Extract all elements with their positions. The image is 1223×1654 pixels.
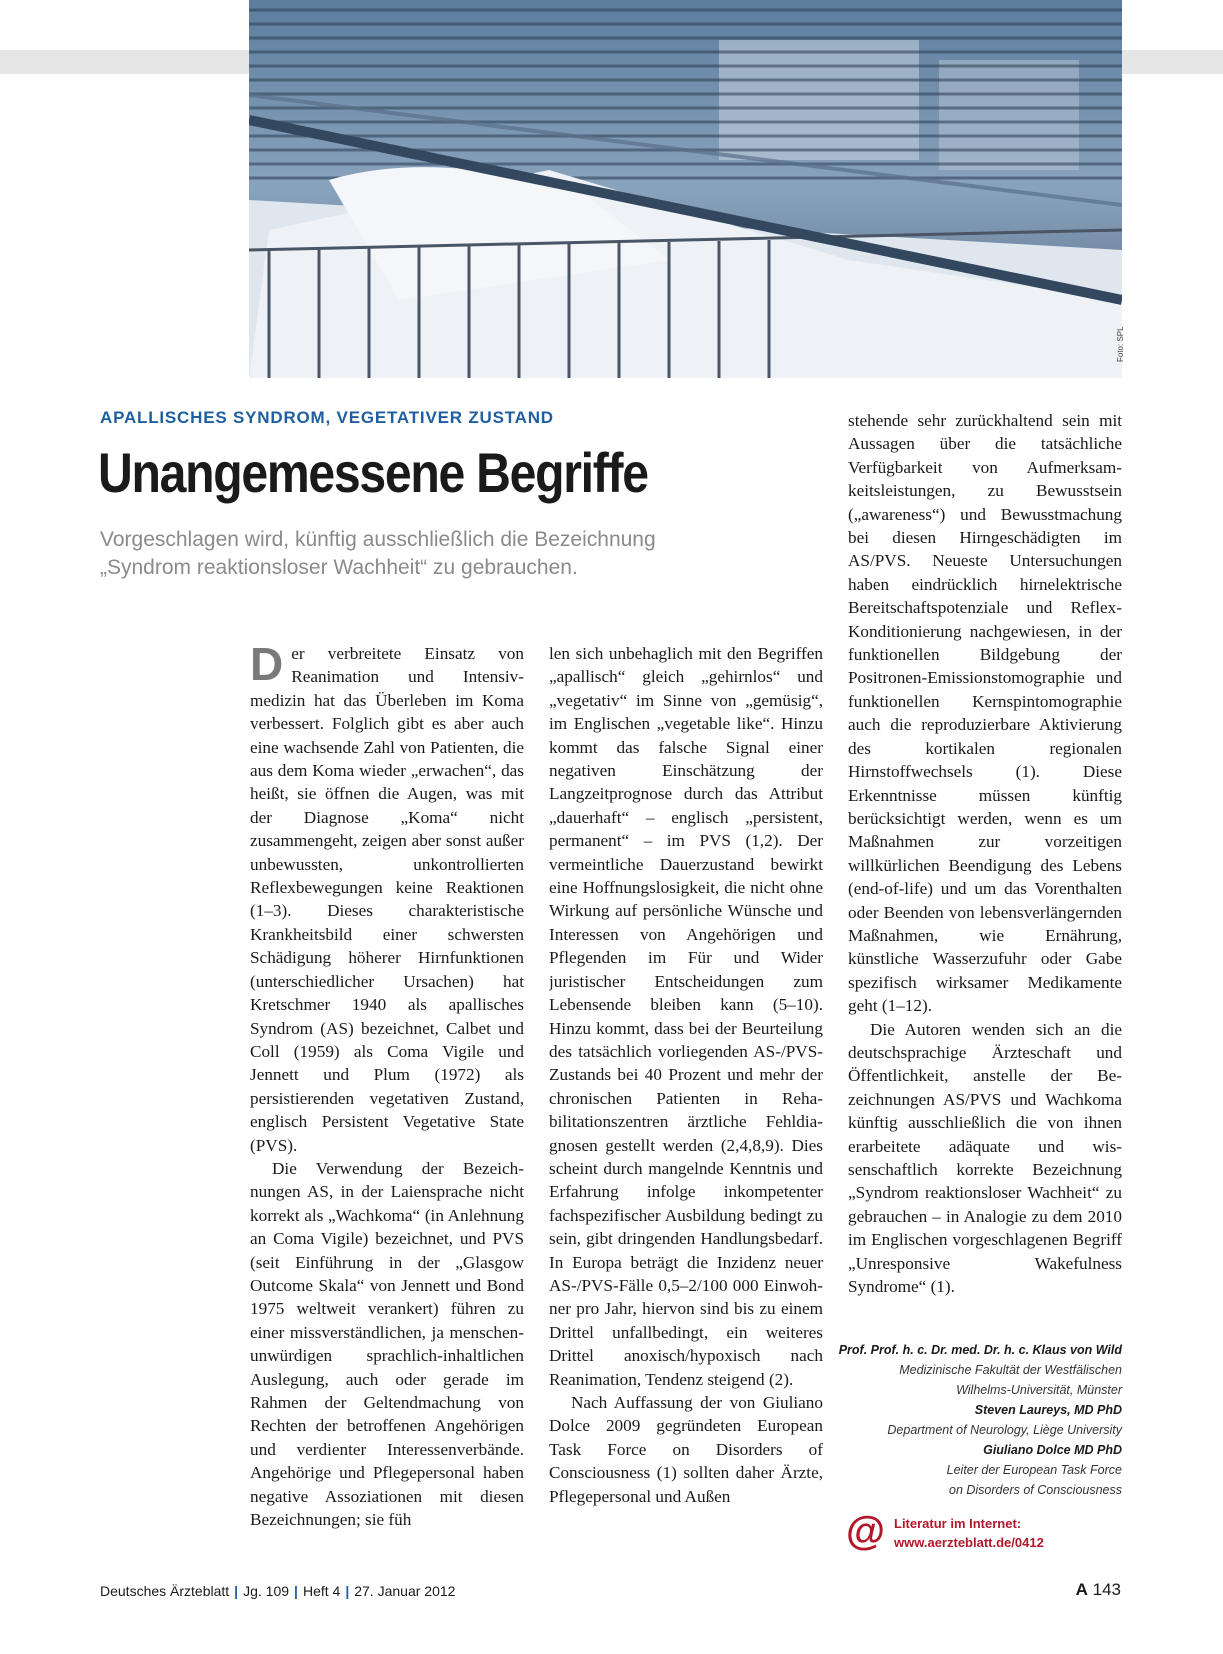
author-affiliation: Department of Neurology, Liège University	[887, 1423, 1122, 1437]
article-title: Unangemessene Begriffe	[98, 441, 648, 504]
article-subtitle: Vorgeschlagen wird, künftig ausschließlich die Bezeichnung „Syndrom reaktionsloser Wachheit“ zu gebrauchen.	[100, 528, 656, 579]
article-kicker: APALLISCHES SYNDROM, VEGETATIVER ZUSTAND	[100, 408, 554, 427]
paragraph: len sich unbehaglich mit den Begriffen „apallisch“ gleich „gehirnlos“ und „vegetativ“ im Sinne von „gemüsig“, im Englischen „vegetable like“. Hinzu kommt das falsche Signal einer negativen Einschätzung der Langzeitprognose durch das Attribut „dauerhaft“ – englisch „persistent, permanent“ – im PVS (1,2). Der vermeintliche Dauerzustand bewirkt eine Hoffnungslosigkeit, die nicht ohne Wirkung auf persönliche Wünsche und Interessen von Angehörigen und Pflegenden im Für und Wider juristischer Entscheidungen zum Lebensende bleiben kann (5–10). Hinzu kommt, dass bei der Beurteilung des tatsächlich vorliegenden AS-/PVS-Zustands bei 40 Prozent und mehr der chronischen Patienten in Rehabilitationszentren ärztliche Fehldiagnosen gestellt werden (2,4,8,9). Dies scheint durch mangelnde Kenntnis und Erfahrung infolge inkompetenter fachspezifischer Ausbildung bedingt zu sein, gibt dringenden Handlungsbedarf. In Europa beträgt die Inzidenz neuer AS-/PVS-Fälle 0,5–2/100 000 Einwohner pro Jahr, hiervon sind bis zu einem Drittel unfallbedingt, ein weiteres Drittel anoxisch/hypoxisch nach Reanimation, Tendenz steigend (2).	[549, 644, 823, 1389]
author-block	[830, 1340, 1122, 1500]
paragraph: Nach Auffassung der von Giuliano Dolce 2009 gegründeten European Task Force on Disorders of Consciousness (1) sollten daher Ärzte, Pflegepersonal und Außen	[549, 1393, 823, 1506]
text-column-2	[549, 642, 823, 1552]
volume: Jg. 109	[243, 1583, 290, 1599]
literature-url[interactable]: www.aerzteblatt.de/0412	[894, 1535, 1044, 1550]
author-affiliation: Medizinische Fakultät der Westfälischen	[899, 1363, 1122, 1377]
drop-cap: D	[250, 642, 284, 690]
author-name: Steven Laureys, MD PhD	[974, 1403, 1122, 1417]
paragraph: stehende sehr zurückhaltend sein mit Aussagen über die tatsächliche Verfügbarkeit von Aufmerksamkeitsleistungen, zu Bewusstsein („awareness“) und Bewusstmachung bei diesen Hirngeschädigten im AS/PVS. Neueste Untersuchungen haben eindrücklich hirnelektrische Bereitschaftspotenziale und Reflex-Konditionierung nachgewiesen, in der funktionellen Bildgebung der Positronen-Emissionstomographie und funktionellen Kernspintomographie auch die reproduzierbare Aktivierung des kortikalen regionalen Hirnstoffwechsels (1). Diese Erkenntnisse müssen künftig berücksichtigt werden, wenn es um Maßnahmen zur vorzeitigen willkürlichen Beendigung des Lebens (end-of-life) und um das Vorenthalten oder Beenden von lebensverlängernden Maßnahmen, wie Ernährung, künstliche Wasserzufuhr oder Gabe spezifisch wirksamer Medikamente geht (1–12).	[848, 411, 1122, 1016]
divider: |	[234, 1583, 239, 1599]
literature-label: Literatur im Internet:	[894, 1516, 1022, 1531]
divider: |	[294, 1583, 298, 1599]
photo-credit: Foto: SPL	[1116, 326, 1125, 362]
page-prefix: A	[1075, 1580, 1088, 1599]
page-number-value: 143	[1092, 1580, 1121, 1599]
paragraph: Die Verwendung der Bezeichnungen AS, in der Laiensprache nicht korrekt als „Wachkoma“ (in Anlehnung an Coma Vigile) bezeichnet, und PVS (seit Einführung in der „Glasgow Outcome Skala“ von Jennett und Bond 1975 weltweit verankert) führen zu einer missverständlichen, ja menschenunwürdigen sprachlich-inhaltlichen Auslegung, auch oder gerade im Rahmen der Geltendmachung von Rechten der betroffenen Angehörigen und verdienter Interessenverbände. Angehörige und Pflegepersonal haben negative Assoziationen mit diesen Bezeichnungen; sie füh	[250, 1158, 524, 1530]
issue: Heft 4	[302, 1583, 341, 1599]
at-icon: @	[846, 1509, 886, 1553]
author-name: Prof. Prof. h. c. Dr. med. Dr. h. c. Klaus von Wild	[838, 1343, 1122, 1357]
divider: |	[345, 1583, 350, 1599]
text-column-3	[848, 409, 1122, 1322]
page-footer	[100, 1583, 455, 1599]
paragraph	[250, 642, 524, 1157]
author-name: Giuliano Dolce MD PhD	[983, 1443, 1122, 1457]
page-number	[1076, 1580, 1121, 1600]
author-affiliation: Wilhelms-Universität, Münster	[956, 1383, 1122, 1397]
paragraph: Die Autoren wenden sich an die deutschsprachige Ärzteschaft und Öffentlichkeit, anstelle der Bezeichnungen AS/PVS und Wachkoma künftig ausschließlich die von ihnen erarbeitete adäquate und wissenschaftlich korrekte Bezeichnung „Syndrom reaktionsloser Wachheit“ zu gebrauchen – in Analogie zu dem 2010 im Englischen vorgeschlagenen Begriff „Unresponsive Wakefulness Syndrome“ (1).	[848, 1019, 1122, 1297]
article-photo	[249, 0, 1122, 378]
literature-link[interactable]	[846, 1509, 1126, 1554]
paragraph-text: er verbreitete Einsatz von Reanimation und Intensivmedizin hat das Überleben im Koma verbessert. Folglich gibt es aber auch eine wachsende Zahl von Patienten, die aus dem Koma wieder „erwachen“, das heißt, sie öffnen die Augen, was mit der Diagnose „Koma“ nicht zusammengeht, zeigen aber sonst außer unbewussten, unkontrollierten Reflexbewegungen keine Reaktionen (1–3). Dieses charakteristische Krankheitsbild einer schwersten Schädigung höherer Hirnfunktionen (unterschiedlicher Ursachen) hat Kretschmer 1940 als apallisches Syndrom (AS) bezeichnet, Calbet und Coll (1959) als Coma Vigile und Jennett und Plum (1972) als persistierenden vegetativen Zustand, englisch Persistent Vegetative State (PVS).	[250, 644, 524, 1155]
author-affiliation: on Disorders of Consciousness	[949, 1483, 1122, 1497]
text-column-1	[250, 642, 524, 1552]
journal-name: Deutsches Ärzteblatt	[100, 1583, 230, 1599]
author-affiliation: Leiter der European Task Force	[946, 1463, 1122, 1477]
issue-date: 27. Januar 2012	[354, 1583, 456, 1599]
